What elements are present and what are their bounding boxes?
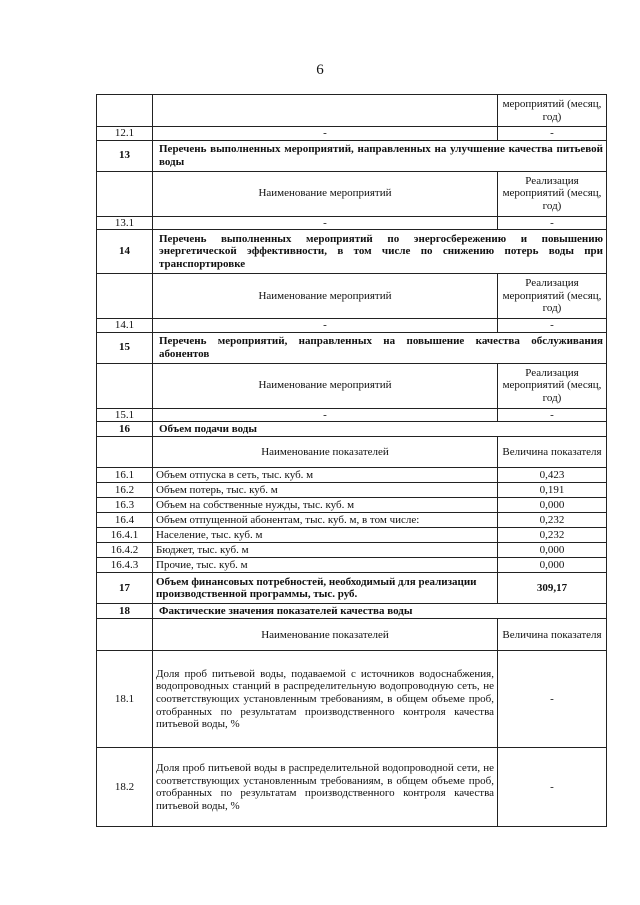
table-header-row [97,437,607,468]
table-row [97,528,607,543]
section-title: Объем финансовых потребностей, необходимый для реализации производственной программы, тыс. руб. [153,573,498,604]
num-cell: 16.4.2 [97,543,153,558]
num-cell: 13.1 [97,216,153,230]
section-number: 17 [97,573,153,604]
value-cell: 0,191 [498,483,607,498]
num-cell: 15.1 [97,408,153,422]
table-row [97,483,607,498]
num-cell [97,363,153,408]
section-row-14 [97,230,607,274]
num-cell [97,274,153,319]
value-cell: мероприятий (месяц, год) [498,95,607,127]
name-cell: Объем отпущенной абонентам, тыс. куб. м, в том числе: [153,513,498,528]
table-row [97,468,607,483]
section-number: 15 [97,332,153,363]
table-row [97,748,607,827]
section-row-15 [97,332,607,363]
table-row [97,319,607,333]
name-cell: Доля проб питьевой воды в распределительной водопроводной сети, не соответствующих установленным требованиям, в общем объеме проб, отобранных по результатам производственного контроля качества питьевой воды, % [153,748,498,827]
section-title: Объем подачи воды [153,422,607,437]
num-cell: 16.1 [97,468,153,483]
column-header: Реализация мероприятий (месяц, год) [498,363,607,408]
num-cell: 16.4.1 [97,528,153,543]
table-row [97,216,607,230]
value-cell: 0,000 [498,543,607,558]
column-header: Наименование мероприятий [153,363,498,408]
table-row [97,127,607,141]
num-cell: 12.1 [97,127,153,141]
num-cell [97,437,153,468]
table-header-row [97,274,607,319]
value-cell: 0,000 [498,498,607,513]
section-title: Перечень выполненных мероприятий, направленных на улучшение качества питьевой воды [153,140,607,171]
value-cell: 0,232 [498,513,607,528]
total-value: 309,17 [498,573,607,604]
value-cell: - [498,216,607,230]
section-row-13 [97,140,607,171]
num-cell: 18.1 [97,651,153,748]
table-header-row [97,619,607,651]
name-cell: - [153,319,498,333]
column-header: Наименование мероприятий [153,171,498,216]
column-header: Реализация мероприятий (месяц, год) [498,171,607,216]
num-cell: 14.1 [97,319,153,333]
production-program-table [96,94,607,827]
column-header: Наименование мероприятий [153,274,498,319]
name-cell [153,95,498,127]
name-cell: - [153,408,498,422]
section-title: Перечень мероприятий, направленных на повышение качества обслуживания абонентов [153,332,607,363]
value-cell: - [498,127,607,141]
name-cell: Доля проб питьевой воды, подаваемой с источников водоснабжения, водопроводных станций в распределительную водопроводную сеть, не соответствующих установленным требованиям, в общем объеме проб, отобранных по результатам производственного контроля качества питьевой воды, % [153,651,498,748]
name-cell: Бюджет, тыс. куб. м [153,543,498,558]
num-cell [97,171,153,216]
table-row [97,498,607,513]
value-cell: - [498,651,607,748]
table-row [97,558,607,573]
value-cell: - [498,408,607,422]
column-header: Величина показателя [498,619,607,651]
num-cell: 16.4 [97,513,153,528]
table-row [97,513,607,528]
table-row [97,543,607,558]
num-cell: 16.4.3 [97,558,153,573]
column-header: Наименование показателей [153,437,498,468]
name-cell: Объем на собственные нужды, тыс. куб. м [153,498,498,513]
value-cell: 0,232 [498,528,607,543]
num-cell [97,619,153,651]
name-cell: Объем потерь, тыс. куб. м [153,483,498,498]
value-cell: 0,423 [498,468,607,483]
table-row [97,408,607,422]
section-title: Перечень выполненных мероприятий по энергосбережению и повышению энергетической эффективности, в том числе по снижению потерь воды при транспортировке [153,230,607,274]
column-header: Реализация мероприятий (месяц, год) [498,274,607,319]
name-cell: Население, тыс. куб. м [153,528,498,543]
table-row [97,651,607,748]
num-cell: 16.2 [97,483,153,498]
value-cell: 0,000 [498,558,607,573]
num-cell: 16.3 [97,498,153,513]
table-header-row [97,363,607,408]
value-cell: - [498,748,607,827]
section-row-18 [97,604,607,619]
section-row-16 [97,422,607,437]
num-cell [97,95,153,127]
value-cell: - [498,319,607,333]
section-row-17 [97,573,607,604]
section-number: 18 [97,604,153,619]
table-row [97,95,607,127]
page-number: 6 [316,62,324,78]
name-cell: - [153,216,498,230]
section-number: 13 [97,140,153,171]
name-cell: Прочие, тыс. куб. м [153,558,498,573]
column-header: Величина показателя [498,437,607,468]
column-header: Наименование показателей [153,619,498,651]
section-number: 14 [97,230,153,274]
section-number: 16 [97,422,153,437]
table-header-row [97,171,607,216]
name-cell: - [153,127,498,141]
num-cell: 18.2 [97,748,153,827]
section-title: Фактические значения показателей качества воды [153,604,607,619]
name-cell: Объем отпуска в сеть, тыс. куб. м [153,468,498,483]
